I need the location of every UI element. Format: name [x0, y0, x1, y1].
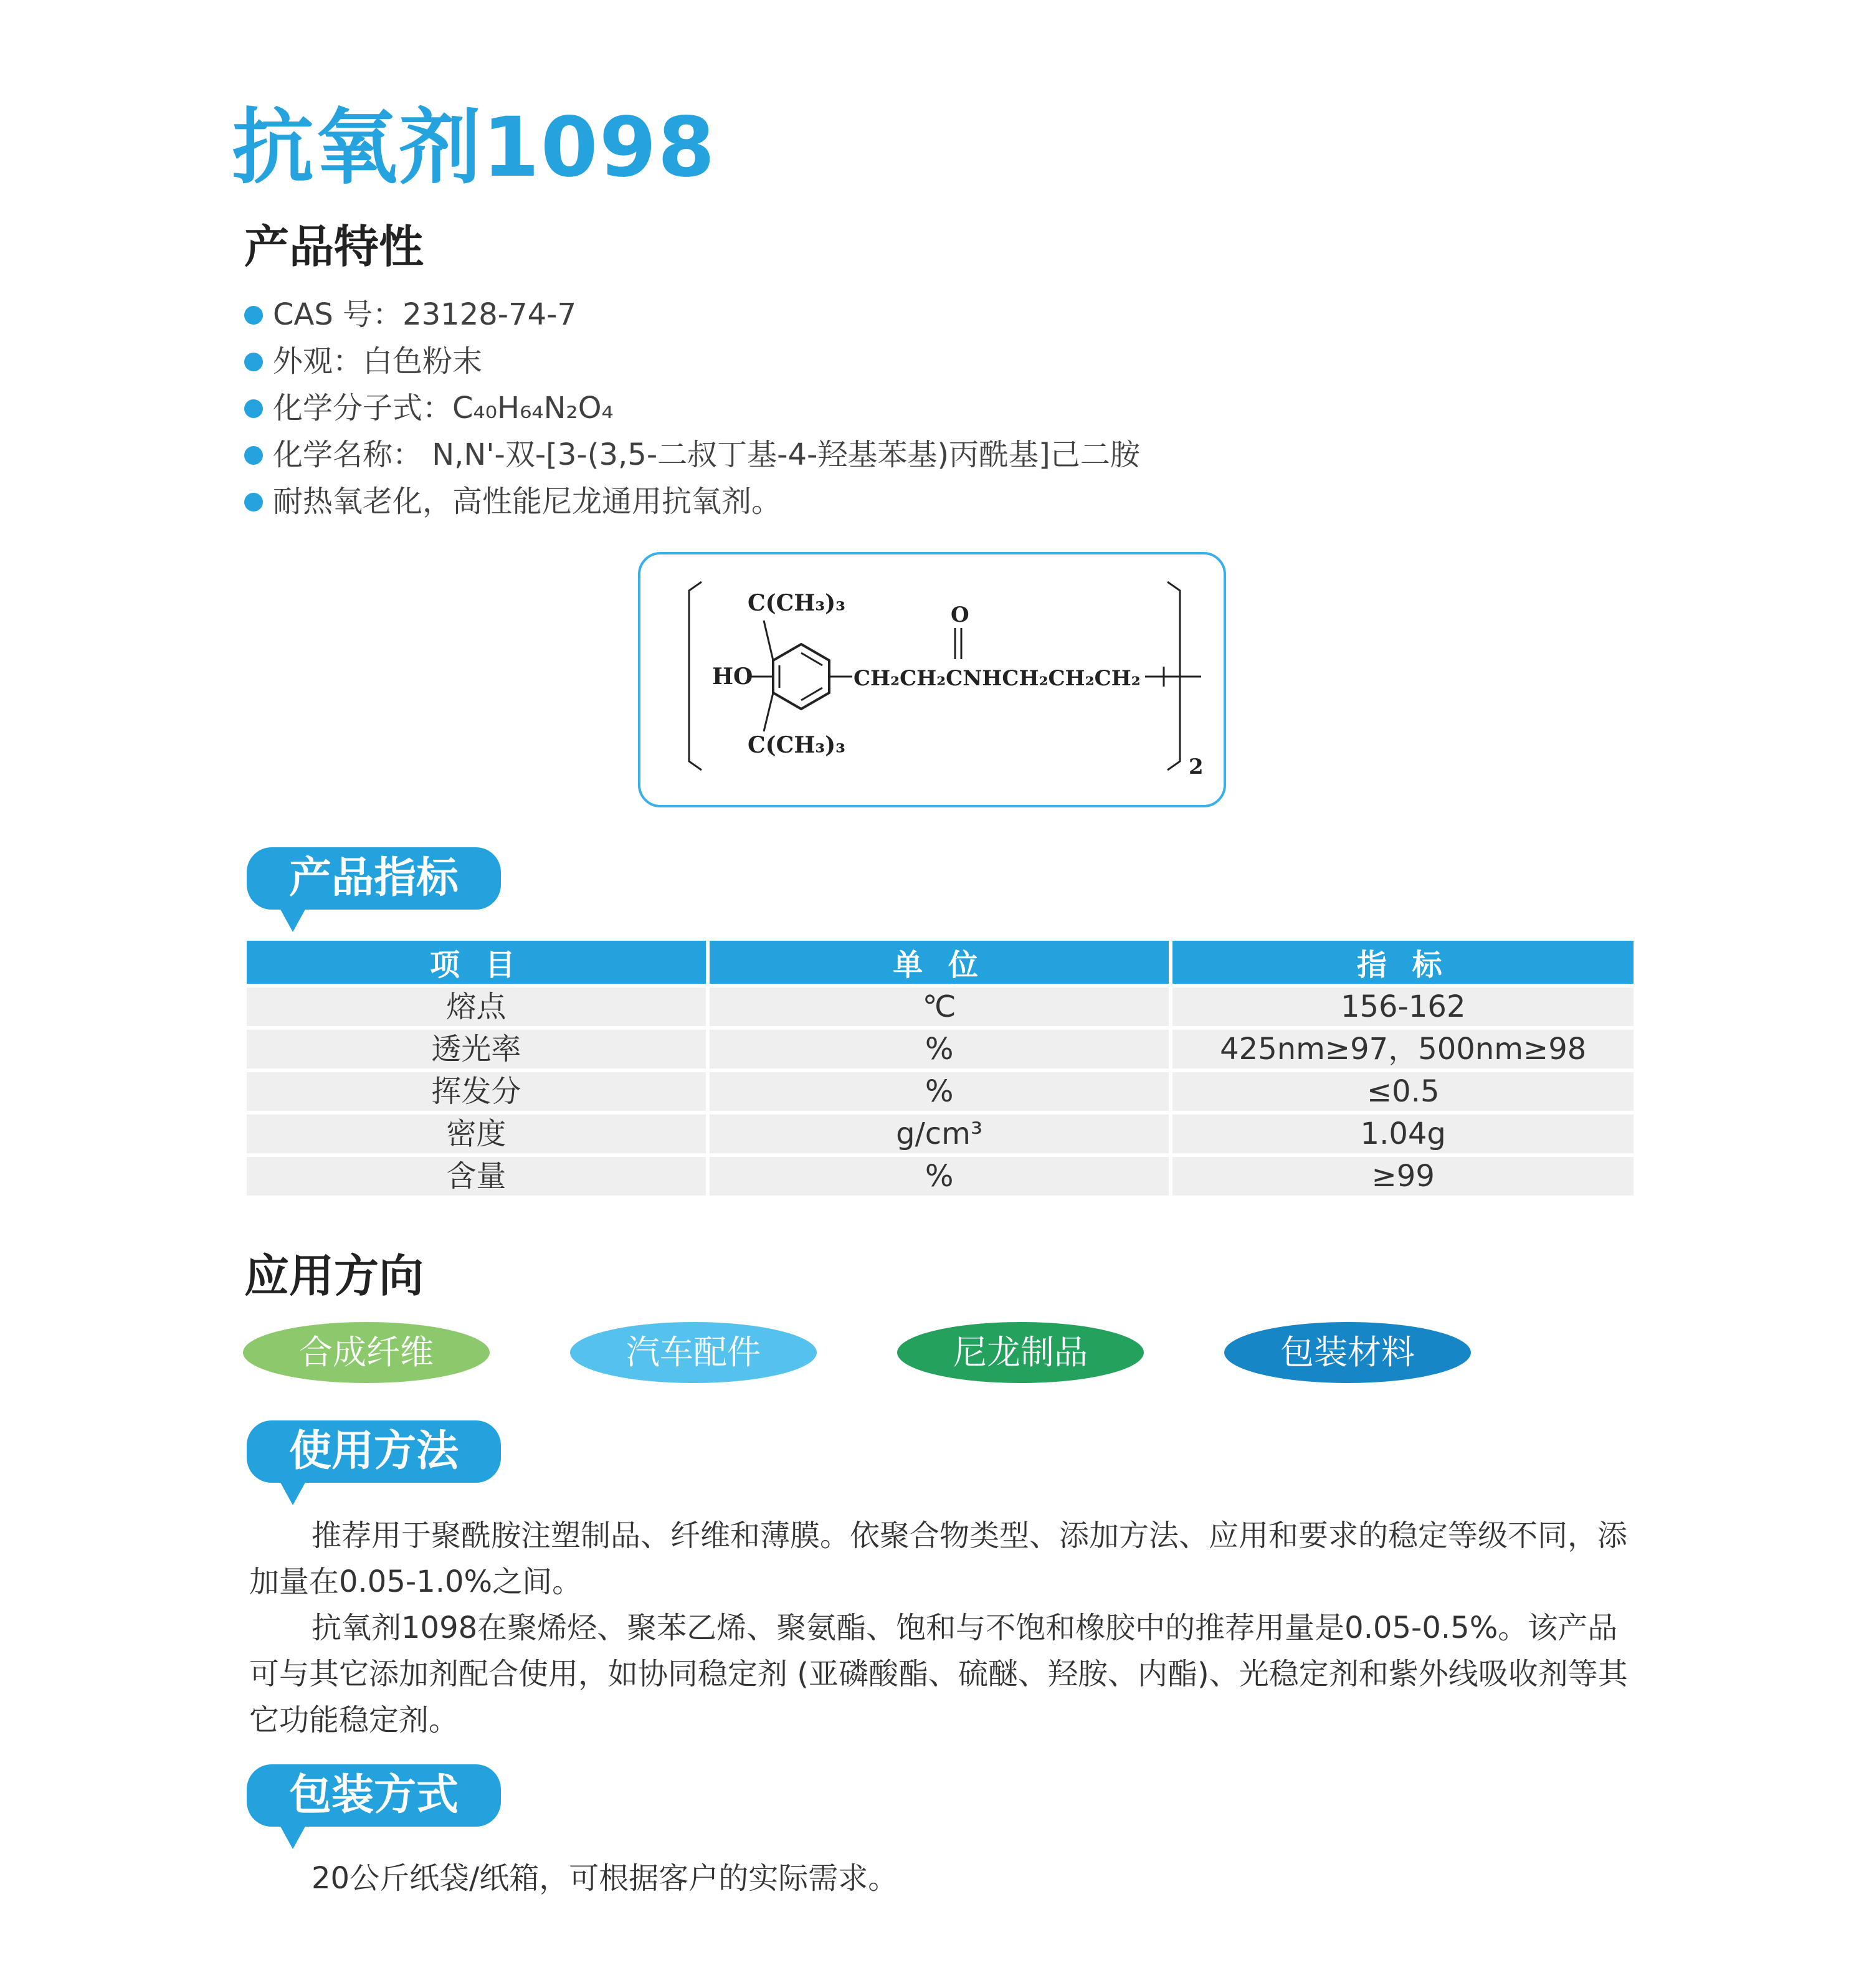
feature-item: 化学分子式：C₄₀H₆₄N₂O₄ [244, 385, 1140, 432]
features-list [244, 292, 1140, 525]
structural-formula-diagram [640, 554, 1224, 805]
table-cell: % [710, 1157, 1169, 1196]
table-cell: 熔点 [247, 987, 706, 1026]
table-row [247, 1072, 1634, 1111]
usage-heading-pill: 使用方法 [247, 1420, 501, 1483]
packaging-heading-pill: 包装方式 [247, 1764, 501, 1827]
tert-butyl-top: C(CH₃)₃ [748, 590, 845, 616]
table-header-row [247, 941, 1634, 984]
pill-pointer-icon [279, 907, 307, 932]
table-cell: 透光率 [247, 1030, 706, 1068]
page-title: 抗氧剂1098 [232, 100, 716, 196]
feature-item: 外观：白色粉末 [244, 338, 1140, 385]
column-header: 项 目 [247, 941, 706, 984]
feature-item: 耐热氧老化，高性能尼龙通用抗氧剂。 [244, 478, 1140, 525]
table-cell: g/cm³ [710, 1115, 1169, 1153]
table-row [247, 987, 1634, 1026]
application-tag: 包装材料 [1224, 1322, 1471, 1383]
column-header: 指 标 [1172, 941, 1634, 984]
application-tag: 尼龙制品 [897, 1322, 1144, 1383]
table-cell: ≤0.5 [1172, 1072, 1634, 1111]
chain-label: CH₂CH₂CNHCH₂CH₂CH₂ [854, 666, 1141, 691]
tert-butyl-bottom: C(CH₃)₃ [748, 732, 845, 758]
table-cell: % [710, 1072, 1169, 1111]
table-cell: 425nm≥97，500nm≥98 [1172, 1030, 1634, 1068]
bullet-dot-icon [244, 399, 263, 418]
table-cell: 密度 [247, 1115, 706, 1153]
table-cell: 含量 [247, 1157, 706, 1196]
bullet-dot-icon [244, 353, 263, 371]
carbonyl-oxygen: O [951, 602, 969, 627]
table-cell: ≥99 [1172, 1157, 1634, 1196]
table-cell: 1.04g [1172, 1115, 1634, 1153]
table-row [247, 1115, 1634, 1153]
application-tag: 汽车配件 [570, 1322, 817, 1383]
table-cell: 挥发分 [247, 1072, 706, 1111]
usage-paragraph: 推荐用于聚酰胺注塑制品、纤维和薄膜。依聚合物类型、添加方法、应用和要求的稳定等级不同，添加量在0.05-1.0%之间。 [249, 1518, 1628, 1599]
bullet-dot-icon [244, 306, 263, 325]
feature-item: 化学名称： N,N'-双-[3-(3,5-二叔丁基-4-羟基苯基)丙酰基]己二胺 [244, 432, 1140, 478]
usage-paragraph: 抗氧剂1098在聚烯烃、聚苯乙烯、聚氨酯、饱和与不饱和橡胶中的推荐用量是0.05-0.5%。该产品可与其它添加剂配合使用，如协同稳定剂 (亚磷酸酯、硫醚、羟胺、内酯)、光稳定剂和紫外线吸收剂等其它功能稳定剂。 [249, 1610, 1628, 1738]
structural-formula-box [638, 552, 1226, 807]
column-header: 单 位 [710, 941, 1169, 984]
specs-table [243, 937, 1637, 1199]
table-row [247, 1157, 1634, 1196]
hydroxyl-label: HO [712, 663, 753, 690]
bullet-dot-icon [244, 446, 263, 465]
bullet-dot-icon [244, 493, 263, 511]
specs-heading-pill: 产品指标 [247, 847, 501, 910]
usage-text [249, 1513, 1645, 1743]
pill-pointer-icon [279, 1824, 307, 1849]
pill-pointer-icon [279, 1480, 307, 1505]
applications-list [0, 1322, 1869, 1384]
feature-item: CAS 号：23128-74-7 [244, 292, 1140, 338]
packaging-text: 20公斤纸袋/纸箱，可根据客户的实际需求。 [312, 1861, 898, 1896]
features-heading: 产品特性 [244, 221, 424, 273]
repeat-count: 2 [1189, 754, 1204, 779]
applications-heading: 应用方向 [244, 1250, 424, 1302]
application-tag: 合成纤维 [243, 1322, 490, 1383]
table-row [247, 1030, 1634, 1068]
table-cell: ℃ [710, 987, 1169, 1026]
table-cell: 156-162 [1172, 987, 1634, 1026]
table-cell: % [710, 1030, 1169, 1068]
